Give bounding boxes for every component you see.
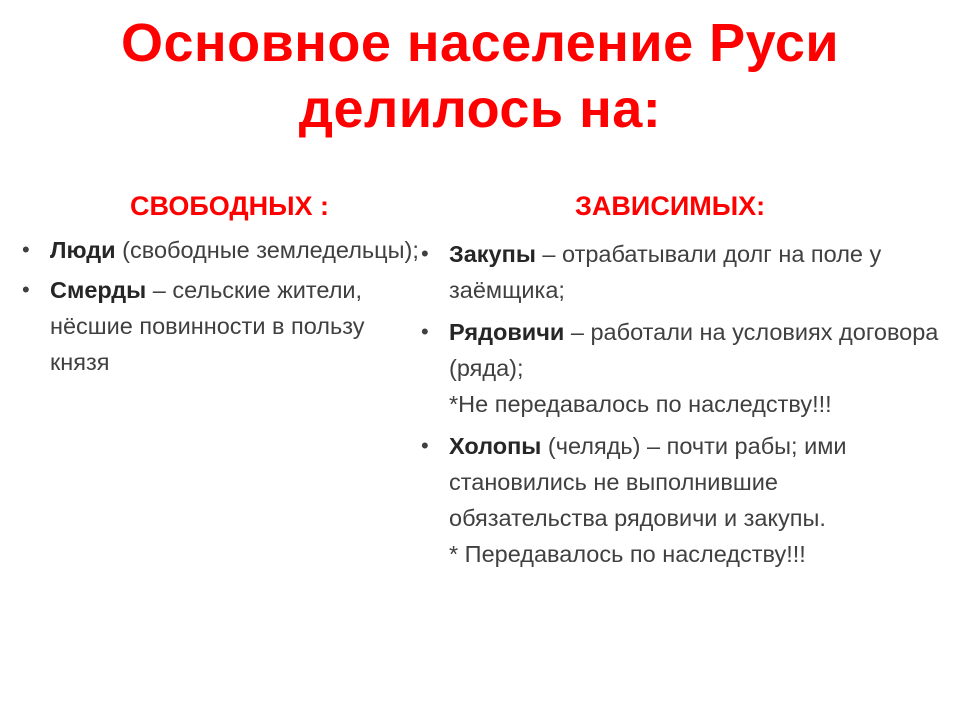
item-text: – сельские жители, нёсшие повинности в пользу князя: [50, 277, 365, 375]
dependent-column-heading: ЗАВИСИМЫХ:: [575, 191, 766, 221]
item-note: * Передавалось по наследству!!!: [449, 541, 806, 567]
list-item: [14, 232, 424, 268]
item-term: Закупы: [449, 241, 536, 267]
list-item: [413, 314, 943, 422]
item-term: Рядовичи: [449, 319, 565, 345]
dependent-list: [413, 236, 943, 578]
bullet-icon: •: [421, 319, 429, 344]
free-list: [14, 232, 424, 384]
title-line-1: Основное население Руси: [120, 13, 840, 73]
item-text: (челядь) – почти рабы; ими становились не выполнившие обязательства рядовичи и закупы.: [449, 433, 847, 531]
bullet-icon: •: [22, 237, 30, 262]
list-item: [413, 236, 943, 308]
free-column-heading: СВОБОДНЫХ :: [130, 191, 330, 221]
item-text: – отрабатывали долг на поле у заёмщика;: [449, 241, 882, 303]
list-item: [14, 272, 424, 380]
item-term: Холопы: [449, 433, 542, 459]
slide-title: [0, 10, 960, 142]
title-line-2: делилось на:: [298, 79, 662, 139]
bullet-icon: •: [421, 433, 429, 458]
list-item: [413, 428, 943, 572]
item-text: (свободные земледельцы);: [115, 237, 419, 263]
item-note: *Не передавалось по наследству!!!: [449, 391, 832, 417]
bullet-icon: •: [421, 241, 429, 266]
item-term: Люди: [50, 237, 116, 263]
item-text: – работали на условиях договора (ряда);: [449, 319, 939, 381]
bullet-icon: •: [22, 277, 30, 302]
item-term: Смерды: [50, 277, 147, 303]
